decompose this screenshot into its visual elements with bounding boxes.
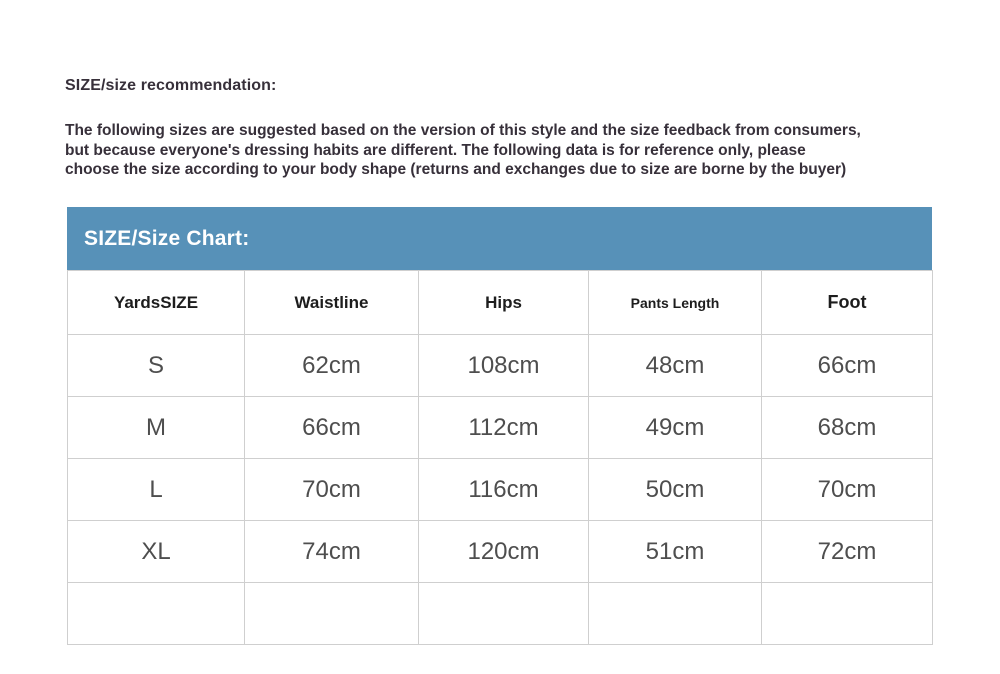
cell-foot xyxy=(762,583,933,645)
column-header-pants-length: Pants Length xyxy=(589,271,762,335)
cell-foot: 72cm xyxy=(762,521,933,583)
cell-waistline xyxy=(245,583,419,645)
cell-waistline: 62cm xyxy=(245,335,419,397)
cell-size: L xyxy=(68,459,245,521)
size-chart-table xyxy=(67,270,933,645)
cell-hips: 120cm xyxy=(419,521,589,583)
cell-foot: 66cm xyxy=(762,335,933,397)
recommendation-text-line: The following sizes are suggested based on the version of this style and the size feedback from consumers, xyxy=(65,122,861,139)
table-row-size-s xyxy=(68,335,933,397)
cell-pants-length xyxy=(589,583,762,645)
table-row-empty xyxy=(68,583,933,645)
table-row-size-m xyxy=(68,397,933,459)
size-chart-title-bar xyxy=(67,207,932,270)
size-recommendation-heading: SIZE/size recommendation: xyxy=(65,77,277,94)
cell-size: S xyxy=(68,335,245,397)
table-row-size-xl xyxy=(68,521,933,583)
cell-size xyxy=(68,583,245,645)
cell-foot: 68cm xyxy=(762,397,933,459)
cell-pants-length: 50cm xyxy=(589,459,762,521)
cell-waistline: 66cm xyxy=(245,397,419,459)
cell-foot: 70cm xyxy=(762,459,933,521)
cell-hips: 112cm xyxy=(419,397,589,459)
column-header-hips: Hips xyxy=(419,271,589,335)
cell-hips xyxy=(419,583,589,645)
recommendation-text-line: choose the size according to your body shape (returns and exchanges due to size are borne by the buyer) xyxy=(65,161,847,178)
column-header-yards-size: YardsSIZE xyxy=(68,271,245,335)
cell-hips: 108cm xyxy=(419,335,589,397)
cell-waistline: 74cm xyxy=(245,521,419,583)
size-chart-title: SIZE/Size Chart: xyxy=(84,226,250,250)
column-header-foot: Foot xyxy=(762,271,933,335)
cell-pants-length: 48cm xyxy=(589,335,762,397)
column-header-waistline: Waistline xyxy=(245,271,419,335)
cell-size: XL xyxy=(68,521,245,583)
cell-pants-length: 51cm xyxy=(589,521,762,583)
table-header-row xyxy=(68,271,933,335)
table-row-size-l xyxy=(68,459,933,521)
cell-hips: 116cm xyxy=(419,459,589,521)
cell-waistline: 70cm xyxy=(245,459,419,521)
size-recommendation-paragraph xyxy=(65,121,861,180)
cell-size: M xyxy=(68,397,245,459)
cell-pants-length: 49cm xyxy=(589,397,762,459)
recommendation-text-line: but because everyone's dressing habits are different. The following data is for reference only, please xyxy=(65,141,806,159)
